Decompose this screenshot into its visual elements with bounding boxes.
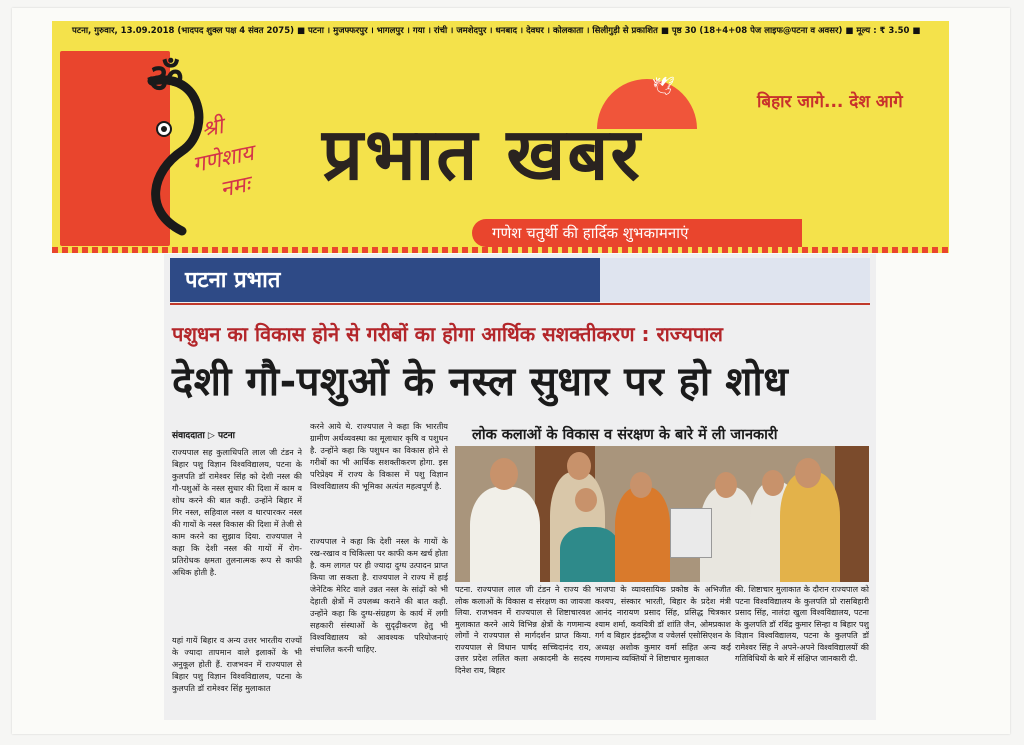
section-title: पटना प्रभात — [185, 268, 281, 293]
section-bar-accent — [600, 258, 870, 302]
namah-text: नमः — [218, 172, 253, 203]
article-headline: देशी गौ-पशुओं के नस्ल सुधार पर हो शोध — [172, 359, 789, 405]
article-column-1b — [172, 634, 302, 718]
memento-plaque — [670, 508, 712, 558]
section-rule — [170, 303, 870, 305]
person-head — [575, 488, 597, 512]
photo-story-title: लोक कलाओं के विकास व संरक्षण के बारे में ली जानकारी — [472, 427, 778, 443]
article-column-2 — [310, 420, 448, 532]
person — [615, 487, 670, 582]
om-symbol: ॐ — [147, 56, 184, 102]
person-head — [630, 472, 652, 498]
paragraph: यहां गायें बिहार व अन्य उत्तर भारतीय राज्यों के ज्यादा तापमान वाले इलाकों के भी अनुकूल होती हैं. राजभवन में राज्यपाल से बिहार पशु विज्ञान विश्वविद्यालय, पटना के कुलपति डॉ रामेश्वर सिंह मुलाकात — [172, 635, 302, 693]
person-head — [715, 472, 737, 498]
article-byline: संवाददाता ▷ पटना — [172, 431, 235, 441]
paragraph: राज्यपाल ने कहा कि देशी नस्ल के गायों के रख-रखाव व चिकित्सा पर काफी कम खर्च होता है. कम लागत पर ही ज्यादा दुग्ध उत्पादन प्राप्त किया जा सकता है. राज्यपाल ने राज्य में हाई जेनेटिक मेरिट वाले उन्नत नस्ल के सांढ़ों को भी देहाती क्षेत्रों में उपलब्ध कराने की बात कही. उन्होंने कहा कि दुग्ध-संग्रहण के कार्य में लगी सहकारी संस्थाओं के सुदृढ़ीकरण हेतु भी विश्वविद्यालय को आवश्यक परियोजनाएं संचालित करनी चाहिए. — [310, 536, 448, 654]
masthead — [52, 21, 949, 253]
person-head — [567, 452, 591, 480]
newspaper-title: प्रभात खबर — [322, 112, 642, 196]
greeting-text: गणेश चतुर्थी की हार्दिक शुभकामनाएं — [492, 224, 689, 242]
bookcase — [835, 446, 869, 582]
paragraph: राज्यपाल सह कुलाधिपति लाल जी टंडन ने बिहार पशु विज्ञान विश्वविद्यालय, पटना के कुलपति डॉ रामेश्वर सिंह को देशी नस्ल की गौ-पशुओं के नस्ल सुधार की दिशा में काम व शोध करने की बात कही. उन्होंने बिहार में गिर नस्ल, सहिवाल नस्ल व थारपारकर नस्ल की गायों के नस्ल विकास की दिशा में तेजी से काम करने का सुझाव दिया. राज्यपाल ने कहा कि देशी नस्ल की गायों में रोग-प्रतिरोधक क्षमता तुलनात्मक रूप से काफी अधिक होती है. — [172, 447, 302, 577]
article-column-2b — [310, 535, 448, 718]
ganeshay-text: गणेशाय — [190, 140, 256, 179]
caption-text: की. शिष्टाचार मुलाकात के दौरान राज्यपाल को पटना विश्वविद्यालय के कुलपति प्रो रासबिहारी प्रसाद सिंह, नालंदा खुला विश्वविद्यालय, पटना के कुलपति डॉ रविंद्र कुमार सिन्हा व बिहार पशु विज्ञान विश्वविद्यालय, पटना के कुलपति डॉ रामेश्वर सिंह ने अपने-अपने विश्वविद्यालयों की गतिविधियों के बारे में संक्षिप्त जानकारी दी. — [735, 585, 869, 663]
dotted-border — [52, 247, 949, 253]
article-kicker: पशुधन का विकास होने से गरीबों का होगा आर्थिक सशक्तीकरण : राज्यपाल — [172, 322, 723, 346]
photo-caption-2 — [595, 584, 731, 718]
masthead-dateline: पटना, गुरुवार, 13.09.2018 (भादपद शुक्ल पक्ष 4 संवत 2075) ■ पटना । मुजफ्फरपुर । भागलपुर । गया । रांची । जमशेदपुर । धनबाद । देवघर । कोलकाता । सिलीगुड़ी से प्रकाशित ■ पृष्ठ 30 (18+4+08 पेज लाइफ@पटना व अवसर) ■ मूल्य : ₹ 3.50 ■ — [52, 21, 949, 41]
person — [560, 527, 620, 582]
photo-caption-1 — [455, 584, 591, 718]
caption-text: भाजपा के व्यावसायिक प्रकोष्ठ के अभिजीत कश्यप, संस्कार भारती, बिहार के प्रदेश मंत्री आनंद नारायण प्रसाद सिंह, प्रसिद्ध चित्रकार श्याम शर्मा, कवयित्री डॉ शांति जैन, ओमप्रकाश गर्ग व बिहार इंडस्ट्रीज व ज्वेलर्स एसोसिएशन के अध्यक्ष अशोक कुमार वर्मा सहित अन्य कई गणमान्य व्यक्तियों ने शिष्टाचार मुलाकात — [595, 585, 731, 663]
person — [470, 487, 540, 582]
bird-icon: 🕊 — [652, 76, 675, 97]
person — [780, 472, 840, 582]
person-head — [795, 458, 821, 488]
paragraph: करने आये थे. राज्यपाल ने कहा कि भारतीय ग्रामीण अर्थव्यवस्था का मूलाधार कृषि व पशुधन है. उन्होंने कहा कि पशुधन का विकास होने से गरीबों का भी आर्थिक सशक्तीकरण होगा. इस परिप्रेक्ष्य में राज्य के विकास में पशु विज्ञान विश्वविद्यालय की भूमिका अत्यंत महत्वपूर्ण है. — [310, 421, 448, 491]
person-head — [490, 458, 518, 490]
article-column-1 — [172, 446, 302, 632]
shri-text: श्री — [199, 114, 226, 143]
tagline: बिहार जागे... देश आगे — [757, 92, 903, 112]
person-head — [762, 470, 784, 496]
group-photo — [455, 446, 869, 582]
caption-text: पटना. राज्यपाल लाल जी टंडन ने राज्य की लोक कलाओं के विकास व संरक्षण का जायजा लिया. राजभवन में राज्यपाल से शिष्टाचारवश मुलाकात करने आये विभिन्न क्षेत्रों के गणमान्य लोगों ने राज्यपाल से मार्गदर्शन प्राप्त किया. राज्यपाल से विधान पार्षद सच्चिदानंद राय, उत्तर प्रदेश ललित कला अकादमी के सदस्य दिनेश राय, बिहार — [455, 585, 591, 675]
photo-caption-3 — [735, 584, 869, 718]
